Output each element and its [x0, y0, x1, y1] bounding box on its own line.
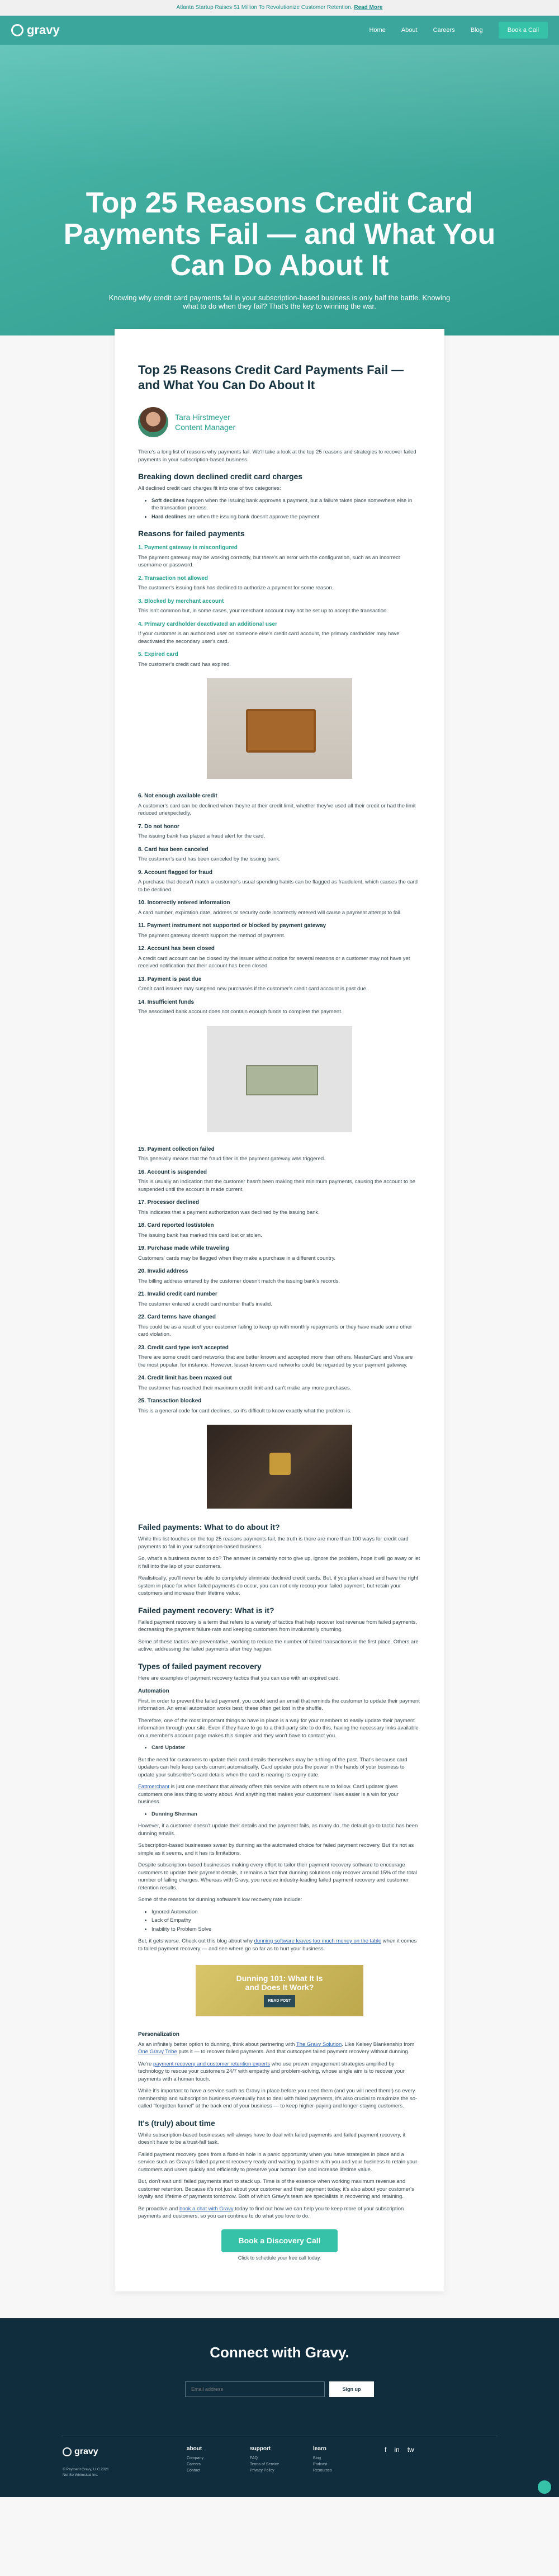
- paragraph: But, don't wait until failed payments start to stack up. Time is of the essence when working maximum revenue and customer retention. Because it's not just about your customer and their payment today, it's also about your customer's loyalty and lifetime of payments tomorrow. Both of which Gravy's team are specialists in recovering and retaining.: [138, 2178, 414, 2200]
- heading-time: It's (truly) about time: [138, 2118, 215, 2128]
- paragraph: However, if a customer doesn't update their details and the payment fails, as many do, the default go-to tactic has been dunning emails.: [138, 1823, 418, 1837]
- avatar: [138, 407, 168, 437]
- footer-col-about: about Company Careers Contact: [187, 2445, 203, 2473]
- decline-list: [138, 497, 421, 521]
- twitter-icon[interactable]: tw: [407, 2445, 414, 2454]
- paragraph: Realistically, you'll never be able to completely eliminate declined credit cards. But, if you plan ahead and have the right system in place for when failed payments do occur, you can not only recoup your failed payment, but retain your customers and increase their lifetime value.: [138, 1575, 419, 1596]
- reason-title: 10. Incorrectly entered information: [138, 900, 230, 906]
- reason-text: A credit card account can be closed by the issuer without notice for several reasons or a customer may not have yet received notification that their account has been closed.: [138, 955, 410, 969]
- book-discovery-call-button[interactable]: Book a Discovery Call: [221, 2229, 337, 2253]
- reason-text: Customers' cards may be flagged when they make a purchase in a different country.: [138, 1255, 336, 1261]
- paragraph: While this list touches on the top 25 reasons payments fail, the truth is there are more than 100 ways for credit card payments to fail in your subscription-based business.: [138, 1536, 409, 1550]
- hero-title: Top 25 Reasons Credit Card Payments Fail — and What You Can Do About It: [63, 187, 496, 282]
- paragraph: Despite subscription-based businesses making every effort to tailor their payment recovery software to encourage customers to update their payment details, it remains a fact that dunning solutions only recover around 15% of the total number of failing charges. Whereas with Gravy, you receive industry-leading failed payment recovery and customer retention results.: [138, 1862, 418, 1891]
- footer-link[interactable]: Privacy Policy: [250, 2468, 274, 2473]
- heading-recovery: Failed payment recovery: What is it?: [138, 1605, 274, 1615]
- gravy-logo-icon: [11, 24, 23, 36]
- list-item: • Card Updater: [151, 1744, 421, 1752]
- copyright: © Payment Gravy, LLC 2021: [63, 2467, 109, 2471]
- reason-text: The customer has reached their maximum credit limit and can't make any more purchases.: [138, 1384, 352, 1391]
- reasons-group-c: [138, 1146, 421, 1415]
- reason-title: 17. Processor declined: [138, 1199, 199, 1206]
- paragraph-declined: All declined credit card charges fit into one of two categories:: [138, 485, 281, 491]
- footer-link[interactable]: Resources: [313, 2468, 332, 2473]
- reason-title: 14. Insufficient funds: [138, 999, 195, 1005]
- paragraph: Some of these tactics are preventative, working to reduce the number of failed transactions in the first place. Others are active, addressing the failed payments after they happen.: [138, 1638, 419, 1652]
- footer-link[interactable]: Careers: [187, 2462, 201, 2466]
- footer: [0, 2318, 559, 2497]
- linkedin-icon[interactable]: in: [394, 2445, 400, 2454]
- footer-link[interactable]: Podcast: [313, 2462, 328, 2466]
- wallet-photo: [207, 678, 352, 779]
- hero-section: [0, 45, 559, 335]
- paragraph: Be proactive and book a chat with Gravy today to find out how we can help you to keep more of your subscription payments and customers, so you can continue to do what you love to do.: [138, 2205, 404, 2219]
- reasons-group-b: [138, 792, 421, 1016]
- footer-col-learn: learn Blog Podcast Resources: [313, 2445, 332, 2473]
- list-item: • Hard declines are when the issuing bank doesn't approve the payment.: [151, 513, 421, 521]
- reason-title: 5. Expired card: [138, 651, 178, 658]
- footer-col-support: support FAQ Terms of Service Privacy Policy: [250, 2445, 280, 2473]
- reasons-group-a: [138, 544, 421, 668]
- footer-link[interactable]: Terms of Service: [250, 2462, 280, 2466]
- reason-title: 25. Transaction blocked: [138, 1398, 202, 1404]
- book-a-call-button[interactable]: Book a Call: [499, 22, 548, 39]
- reason-text: A customer's card can be declined when they're at their credit limit, whether they've used all their credit or had the limit reduced unexpectedly.: [138, 802, 416, 816]
- reason-text: A purchase that doesn't match a customer's usual spending habits can be flagged as fraudulent, which causes the card to be declined.: [138, 879, 418, 893]
- reason-text: This generally means that the fraud filter in the payment gateway was triggered.: [138, 1156, 325, 1162]
- article-title: Top 25 Reasons Credit Card Payments Fail — and What You Can Do About It: [138, 363, 404, 392]
- reason-title: 9. Account flagged for fraud: [138, 869, 212, 876]
- paragraph: We're payment recovery and customer retention experts who use proven engagement strategies amplified by technology to rescue your customers 24/7 with empathy and problem-solving, whose single aim is to recover your payments with a human touch.: [138, 2060, 405, 2082]
- reason-text: The customer's credit card has expired.: [138, 661, 231, 668]
- nav-link-blog[interactable]: Blog: [470, 27, 483, 34]
- reason-text: If your customer is an authorized user on someone else's credit card account, the primary cardholder may have deactivated the secondary user's card.: [138, 631, 400, 645]
- reason-title: 22. Card terms have changed: [138, 1314, 216, 1320]
- announcement-text: Atlanta Startup Raises $1 Million To Revolutionize Customer Retention.: [176, 4, 353, 11]
- paragraph: But the need for customers to update their card details themselves may be a thing of the past. That's because card updaters can help keep cards current automatically. Card updater puts the power in the hands of your business to update your subscriber's card details when the card is nearing its expiry date.: [138, 1756, 408, 1778]
- heading-automation: Automation: [138, 1688, 169, 1694]
- facebook-icon[interactable]: f: [385, 2445, 387, 2454]
- paragraph: Fattmerchant is just one merchant that already offers this service with others sure to follow. Card updater gives customers one less thing to worry about. And anything that makes your customers' lives easier is a win for your business.: [138, 1784, 399, 1805]
- paragraph: While subscription-based businesses will always have to deal with failed payments and failed payment recovery, it doesn't have to be a trust-fall task.: [138, 2131, 406, 2145]
- reason-text: The customer's card has been canceled by the issuing bank.: [138, 856, 281, 862]
- subscribe-form: [0, 2381, 559, 2397]
- paragraph: So, what's a business owner to do? The answer is certainly not to give up, ignore the problem, hope it will go away or let it fall into the lap of your customers.: [138, 1556, 420, 1570]
- list-item: • Inability to Problem Solve: [151, 1926, 421, 1934]
- dunning-article-link[interactable]: dunning software leaves too much money on the table: [254, 1938, 382, 1944]
- reason-title: 23. Credit card type isn't accepted: [138, 1344, 229, 1351]
- read-more-link[interactable]: Read More: [354, 4, 383, 11]
- reason-title: 1. Payment gateway is misconfigured: [138, 545, 238, 551]
- list-item: • Dunning Sherman: [151, 1811, 421, 1818]
- footer-title: Connect with Gravy.: [210, 2343, 349, 2361]
- paragraph: First, in order to prevent the failed payment, you could send an email that reminds the customer to update their payment information. An email automation works best; these often get lost in the shuffle.: [138, 1698, 420, 1712]
- footer-link[interactable]: FAQ: [250, 2456, 258, 2460]
- footer-tagline: Not So Whimsical Inc.: [63, 2473, 98, 2477]
- read-post-button[interactable]: READ POST: [264, 1995, 296, 2007]
- paragraph: Failed payment recovery is a term that refers to a variety of tactics that help recover lost revenue from failed payments, decreasing the payment failure rate and keeping customers from involuntarily churning.: [138, 1619, 417, 1633]
- reason-title: 24. Credit limit has been maxed out: [138, 1375, 232, 1381]
- gravy-solution-link[interactable]: The Gravy Solution: [296, 2041, 342, 2048]
- reason-text: This is a general code for card declines, so it's difficult to know exactly what the problem is.: [138, 1407, 352, 1414]
- reason-title: 18. Card reported lost/stolen: [138, 1222, 214, 1228]
- footer-link[interactable]: Contact: [187, 2468, 201, 2473]
- gravy-tribe-link[interactable]: One Gravy Tribe: [138, 2049, 177, 2055]
- reason-text: The billing address entered by the customer doesn't match the issuing bank's records.: [138, 1278, 340, 1284]
- reason-title: 11. Payment instrument not supported or blocked by payment gateway: [138, 923, 326, 929]
- reason-title: 4. Primary cardholder deactivated an additional user: [138, 621, 277, 627]
- reason-text: This indicates that a payment authorization was declined by the issuing bank.: [138, 1209, 320, 1216]
- nav-link-home[interactable]: Home: [369, 27, 386, 34]
- reason-text: The customer entered a credit card number that's invalid.: [138, 1301, 272, 1307]
- gravy-logo[interactable]: [11, 23, 60, 37]
- banner-line-2: and Does It Work?: [245, 1983, 314, 1992]
- heading-what-to-do: Failed payments: What to do about it?: [138, 1523, 280, 1532]
- nav-link-about[interactable]: About: [401, 27, 418, 34]
- social-links: [385, 2446, 414, 2454]
- paragraph: But, it gets worse. Check out this blog about why dunning software leaves too much money on the table when it comes to failed payment recovery — and see where go so far as to hurt your business.: [138, 1938, 417, 1952]
- main-nav: [0, 16, 559, 45]
- reason-title: 6. Not enough available credit: [138, 793, 217, 799]
- announcement-bar: [0, 0, 559, 16]
- paragraph: Therefore, one of the most important things to have in place is a way for your members to easily update their payment information through your site. Even if they have to go to a third-party site to do this, having the necessary links available on a member's account page makes this simpler and they won't have to contact you.: [138, 1717, 419, 1739]
- footer-logo[interactable]: gravy: [63, 2447, 109, 2457]
- author-role: Content Manager: [175, 423, 236, 432]
- paragraph: As an infinitely better option to dunning, think about partnering with The Gravy Solution. Like Kelsey Blankenship from One Gravy Tribe puts it — to recover failed payments. And that outscopes failed payment recovery without dunning.: [138, 2041, 415, 2055]
- reason-title: 16. Account is suspended: [138, 1169, 207, 1175]
- reason-title: 15. Payment collection failed: [138, 1146, 215, 1152]
- reason-text: The associated bank account does not contain enough funds to complete the payment.: [138, 1009, 343, 1015]
- footer-link[interactable]: Blog: [313, 2456, 321, 2460]
- reason-title: 7. Do not honor: [138, 823, 179, 830]
- author-block: [138, 407, 421, 437]
- fattmerchant-link[interactable]: Fattmerchant: [138, 1784, 169, 1790]
- paragraph: While it's important to have a service such as Gravy in place before you need them (and you will need them!) so every membership and subscription business eventually has to deal with failed payments, it's also crucial to maximize the so-called "forgotten funnel" at the back end of your business — to keep higher-paying and longer-staying customers.: [138, 2088, 418, 2109]
- reason-title: 13. Payment is past due: [138, 976, 202, 982]
- reason-text: The issuing bank has marked this card lost or stolen.: [138, 1232, 262, 1239]
- reason-text: The customer's issuing bank has declined to authorize a payment for some reason.: [138, 585, 334, 591]
- reason-text: The issuing bank has placed a fraud alert for the card.: [138, 833, 266, 839]
- reason-text: The payment gateway may be working correctly, but there's an error with the configuration, such as an incorrect username or password.: [138, 554, 400, 568]
- heading-reasons: Reasons for failed payments: [138, 529, 245, 538]
- gravy-logo-icon: [63, 2447, 72, 2456]
- experts-link[interactable]: payment recovery and customer retention experts: [153, 2060, 271, 2067]
- reason-text: This could be as a result of your customer failing to keep up with monthly repayments or they have made some other card violation.: [138, 1324, 413, 1337]
- reason-title: 19. Purchase made while traveling: [138, 1245, 229, 1251]
- reason-title: 8. Card has been canceled: [138, 846, 209, 853]
- reason-text: This isn't common but, in some cases, your merchant account may not be set up to accept the transaction.: [138, 608, 388, 614]
- heading-personalization: Personalization: [138, 2031, 179, 2038]
- reason-text: This is usually an indication that the customer hasn't been making their minimum payments, causing the account to be suspended until the account is made current.: [138, 1179, 416, 1193]
- paragraph: Here are examples of payment recovery tactics that you can use with an expired card.: [138, 1675, 340, 1681]
- dunning-reasons-list: [138, 1908, 421, 1934]
- banner-line-1: Dunning 101: What It Is: [236, 1974, 323, 1983]
- article-card: [115, 329, 444, 2291]
- paragraph: Failed payment recovery goes from a fixed-in hole in a panic opportunity when you have strategies in place and a service such as Gravy's failed payment recovery ready and waiting to partner with you and your business to retain your customers and users quickly and efficiently to preserve your bottom line and increase lifetime value.: [138, 2151, 418, 2173]
- padlock-photo: [207, 1425, 352, 1509]
- dunning-101-banner[interactable]: [196, 1965, 363, 2016]
- dollar-bill-photo: [207, 1026, 352, 1132]
- reason-title: 2. Transaction not allowed: [138, 575, 209, 582]
- list-item: • Lack of Empathy: [151, 1917, 421, 1925]
- hero-subtitle: Knowing why credit card payments fail in your subscription-based business is only half the battle. Knowing what to do when they fail? That's the key to winning the war.: [108, 294, 451, 310]
- article-intro: There's a long list of reasons why payments fail. We'll take a look at the top 25 reasons and strategies to recover failed payments in your subscription-based business.: [138, 449, 416, 463]
- book-chat-link[interactable]: book a chat with Gravy: [179, 2205, 234, 2212]
- heading-declined: Breaking down declined credit card charges: [138, 472, 303, 481]
- author-name: Tara Hirstmeyer: [175, 413, 230, 422]
- reason-title: 20. Invalid address: [138, 1268, 188, 1274]
- nav-link-careers[interactable]: Careers: [433, 27, 455, 34]
- paragraph: Some of the reasons for dunning software's low recovery rate include:: [138, 1897, 302, 1903]
- paragraph: Subscription-based businesses swear by dunning as the automated choice for failed payment recovery. But it's not as simple as it seems, and it has its limitations.: [138, 1842, 414, 1856]
- reason-text: The payment gateway doesn't support the method of payment.: [138, 932, 286, 939]
- reason-text: There are some credit card networks that are better known and accepted more than others. MasterCard and Visa are the most popular, for instance. However, lesser-known card networks could be regarded by your payment gateway.: [138, 1354, 413, 1368]
- reason-title: 21. Invalid credit card number: [138, 1291, 217, 1297]
- reason-title: 12. Account has been closed: [138, 946, 215, 952]
- brand-name: gravy: [27, 23, 60, 37]
- cta-subtext: Click to schedule your free call today.: [238, 2255, 321, 2261]
- reason-text: A card number, expiration date, address or security code incorrectly entered will cause a payment attempt to fail.: [138, 909, 402, 916]
- sign-up-button[interactable]: Sign up: [329, 2381, 374, 2397]
- list-item: • Soft declines happen when the issuing bank approves a payment, but a failure takes place somewhere else in the transaction process.: [151, 497, 421, 512]
- list-item: • Ignored Automation: [151, 1908, 421, 1916]
- footer-link[interactable]: Company: [187, 2456, 203, 2460]
- chat-widget-icon[interactable]: [538, 2480, 551, 2494]
- reason-title: 3. Blocked by merchant account: [138, 598, 224, 604]
- heading-types: Types of failed payment recovery: [138, 1661, 262, 1671]
- footer-brand: [63, 2447, 109, 2478]
- email-field[interactable]: [185, 2381, 325, 2397]
- reason-text: Credit card issuers may suspend new purchases if the customer's credit card account is past due.: [138, 986, 368, 992]
